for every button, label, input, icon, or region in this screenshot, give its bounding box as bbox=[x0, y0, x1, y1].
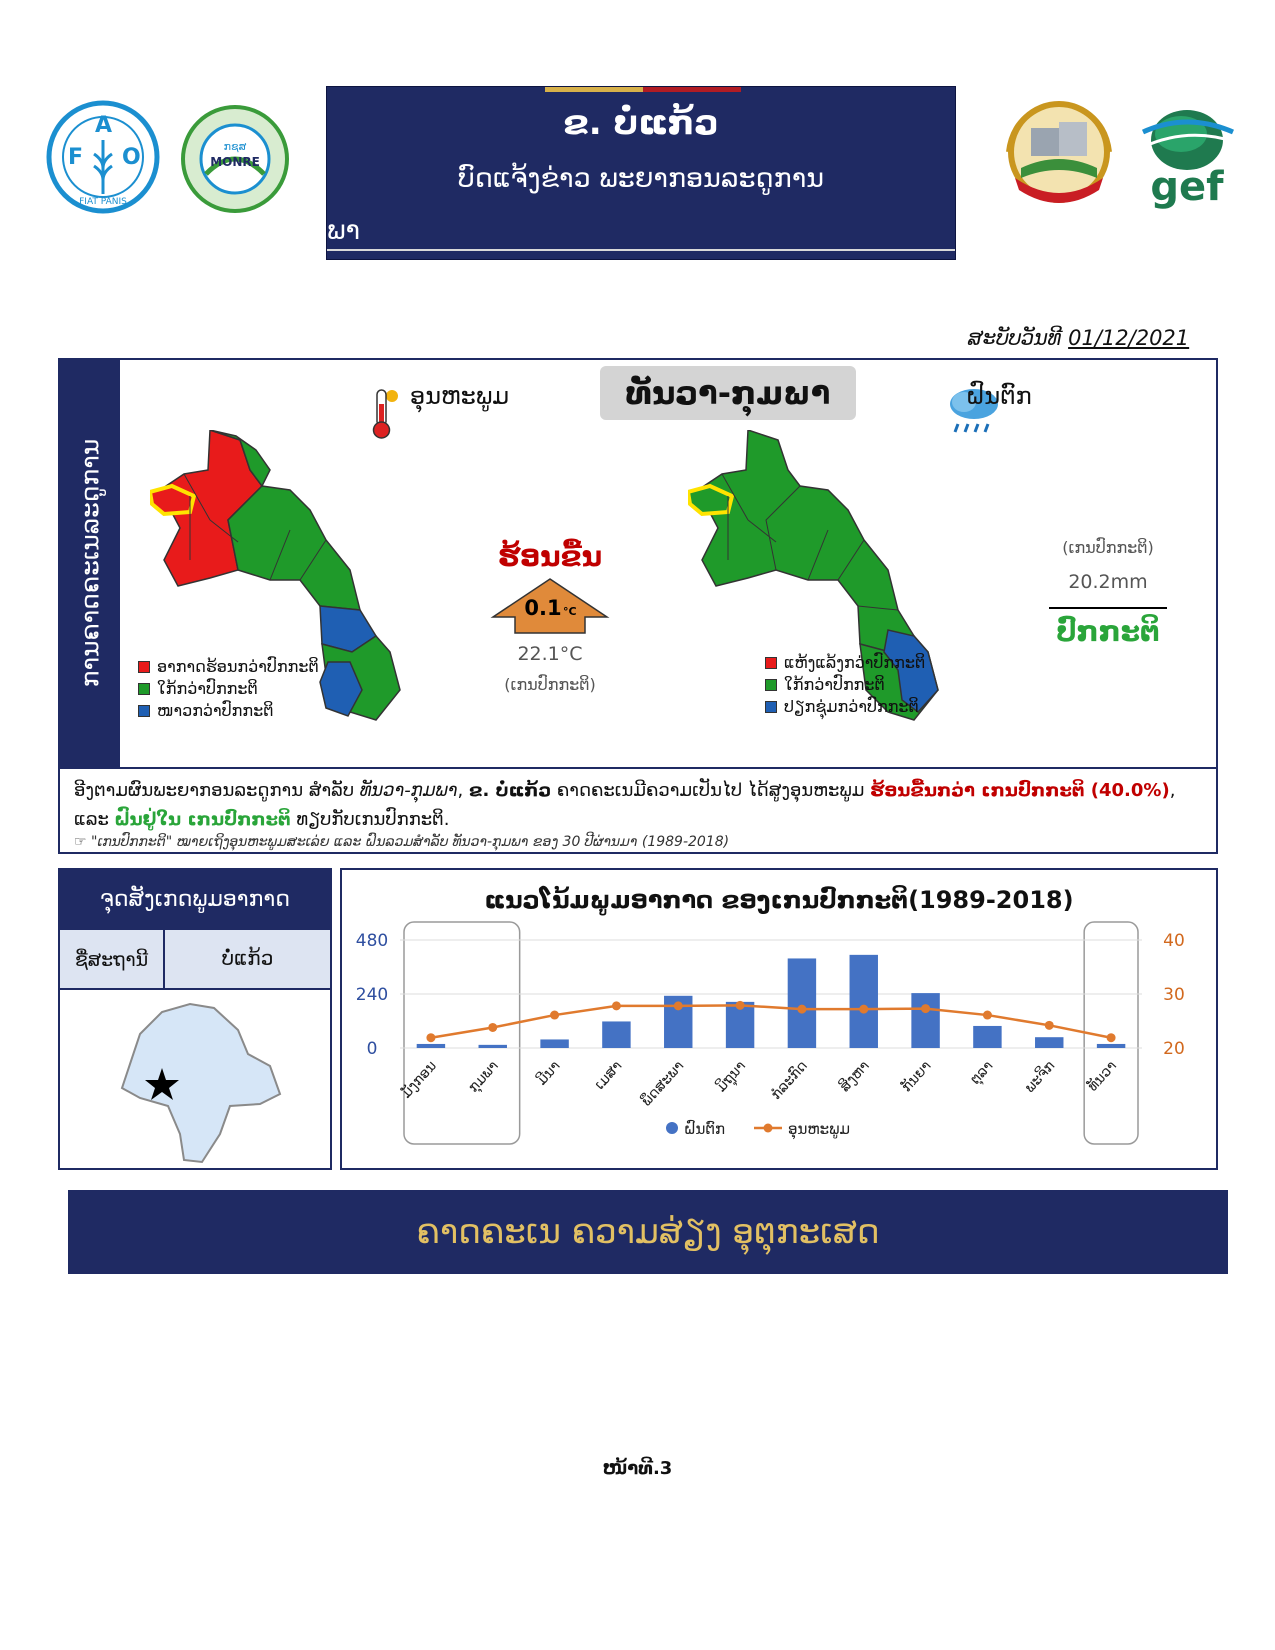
rainfall-bar bbox=[479, 1045, 507, 1048]
banner-stripe-red bbox=[643, 87, 741, 92]
banner-rule bbox=[327, 249, 955, 251]
legend-item-colder: ໜາວກວ່າປົກກະຕິ bbox=[138, 700, 319, 722]
forecast-body bbox=[120, 360, 1218, 767]
month-label: ມິຖຸນາ bbox=[713, 1057, 750, 1096]
temperature-point bbox=[488, 1023, 497, 1032]
outlook-banner bbox=[68, 1190, 1228, 1274]
fao-logo bbox=[44, 98, 162, 216]
issue-date-label: ສະບັບວັນທີ bbox=[968, 326, 1062, 350]
issue-date-value: 01/12/2021 bbox=[1068, 326, 1190, 350]
right-axis-tick: 30 bbox=[1163, 985, 1185, 1005]
summary-temperature-phrase: ຮ້ອນຂື້ນກວ່າ ເກນປົກກະຕິ (40.0%) bbox=[870, 780, 1170, 801]
chart-title: ແນວໂນ້ມພູມອາກາດ ຂອງເກນປົກກະຕິ(1989-2018) bbox=[484, 886, 1074, 914]
right-axis-tick: 20 bbox=[1163, 1039, 1185, 1059]
temperature-point bbox=[859, 1005, 868, 1014]
legend-temperature-label: ອຸນຫະພູມ bbox=[788, 1120, 850, 1138]
forecast-summary: ອີງຕາມຜົນພະຍາກອນລະດູການ ສຳລັບ ທັນວາ-ກຸມພາ, ຂ. ບໍ່ແກ້ວ ຄາດຄະເນມີຄວາມເປັນໄປ ໄດ້ສູງອຸນຫະພູມ ຮ້ອນຂື້ນກວ່າ ເກນປົກກະຕິ (40.0%), ແລະ ຝົນຢູ່ໃນ ເກນປົກກະຕິ ທຽບກັບເກນປົກກະຕິ. bbox=[74, 780, 1176, 830]
rainfall-bar bbox=[1097, 1044, 1125, 1048]
forecast-side-label: ການຄາດຄະເນລະດູການ bbox=[75, 438, 105, 688]
rainfall-bar bbox=[602, 1021, 630, 1048]
rainfall-bar bbox=[788, 958, 816, 1048]
legend-item-hotter: ອາກາດຮ້ອນກວ່າປົກກະຕິ bbox=[138, 656, 319, 678]
month-label: ມັງກອນ bbox=[398, 1057, 440, 1102]
temperature-heading: ອຸນຫະພູມ bbox=[410, 382, 510, 410]
rainfall-legend bbox=[765, 652, 925, 718]
legend-item-wetter: ປຽກຊຸ່ມກວ່າປົກກະຕິ bbox=[765, 696, 925, 718]
month-label: ສິງຫາ bbox=[837, 1057, 873, 1096]
temperature-line bbox=[431, 1005, 1111, 1037]
bulletin-title: ບົດແຈ້ງຂ່າວ ພະຍາກອນລະດູການ bbox=[457, 163, 825, 194]
left-axis-tick: 0 bbox=[366, 1039, 378, 1059]
forecast-footnote: ☞ "ເກນປົກກະຕິ" ໝາຍເຖິງອຸນຫະພູມສະເລ່ຍ ແລະ ຝົນລວມສຳລັບ ທັນວາ-ກຸມພາ ຂອງ 30 ປີຜ່ານມາ (1989-2018) bbox=[74, 834, 730, 850]
temperature-point bbox=[426, 1033, 435, 1042]
temperature-anomaly-unit: °C bbox=[563, 605, 577, 618]
temperature-normal-label: (ເກນປົກກະຕິ) bbox=[504, 675, 596, 694]
month-label: ພຶດສະພາ bbox=[638, 1057, 688, 1110]
station-name-value: ບໍ່ແກ້ວ bbox=[165, 930, 330, 990]
forecast-summary-area bbox=[60, 767, 1216, 852]
rainfall-heading: ຝົນຕົກ bbox=[966, 382, 1032, 410]
temperature-indicator bbox=[470, 540, 630, 710]
temperature-state: ຮ້ອນຂື້ນ bbox=[497, 540, 603, 573]
rainfall-bar bbox=[1035, 1037, 1063, 1048]
issue-date bbox=[968, 326, 1189, 350]
climatology-chart bbox=[340, 868, 1218, 1170]
rainfall-bar bbox=[973, 1026, 1001, 1048]
fao-letter: F bbox=[68, 145, 84, 170]
temperature-point bbox=[736, 1001, 745, 1010]
province-title: ຂ. ບໍ່ແກ້ວ bbox=[563, 103, 719, 143]
month-label: ພະຈິກ bbox=[1021, 1057, 1059, 1096]
banner-stripe-gold bbox=[545, 87, 643, 92]
month-label: ກຸມພາ bbox=[465, 1057, 502, 1096]
legend-temperature-marker bbox=[764, 1124, 773, 1133]
right-axis-tick: 40 bbox=[1163, 931, 1185, 951]
temperature-point bbox=[1107, 1033, 1116, 1042]
temperature-point bbox=[1045, 1021, 1054, 1030]
monre-acronym: MONRE bbox=[210, 155, 260, 169]
month-label: ທັນວາ bbox=[1084, 1057, 1121, 1095]
bulletin-title-wrap: ພາ bbox=[327, 215, 361, 246]
month-label: ເມສາ bbox=[591, 1057, 626, 1093]
fao-letter: O bbox=[122, 145, 141, 170]
temperature-point bbox=[983, 1011, 992, 1020]
forecast-panel bbox=[58, 358, 1218, 854]
station-location-map bbox=[110, 994, 290, 1168]
rainfall-indicator bbox=[1038, 538, 1178, 648]
monre-short: ກຊສ bbox=[223, 140, 247, 153]
season-label: ທັນວາ-ກຸມພາ bbox=[600, 366, 856, 420]
forecast-side-bar bbox=[60, 360, 120, 767]
station-panel bbox=[58, 868, 332, 1170]
temperature-point bbox=[612, 1001, 621, 1010]
temperature-point bbox=[921, 1004, 930, 1013]
month-label: ກັນຍາ bbox=[898, 1057, 935, 1096]
temperature-point bbox=[674, 1001, 683, 1010]
left-axis-tick: 480 bbox=[355, 931, 389, 951]
temperature-normal-value: 22.1°C bbox=[517, 643, 583, 665]
legend-rainfall-marker bbox=[666, 1122, 678, 1134]
temperature-anomaly-value: 0.1 bbox=[524, 596, 562, 620]
temperature-anomaly-arrow bbox=[487, 575, 613, 635]
temperature-legend bbox=[138, 656, 319, 722]
page-number: ໜ້າທີ.3 bbox=[602, 1458, 673, 1479]
rainfall-bar bbox=[911, 993, 939, 1048]
gef-logo bbox=[1133, 102, 1241, 212]
title-banner bbox=[326, 86, 956, 260]
rainfall-normal-label: (ເກນປົກກະຕິ) bbox=[1062, 538, 1154, 557]
legend-item-drier: ແຫ້ງແລ້ງກວ່າປົກກະຕິ bbox=[765, 652, 925, 674]
temperature-point bbox=[550, 1011, 559, 1020]
station-name-label: ຊື່ສະຖານີ bbox=[60, 930, 165, 990]
temperature-point bbox=[797, 1005, 806, 1014]
fao-motto: FIAT PANIS bbox=[79, 197, 127, 207]
left-axis-tick: 240 bbox=[355, 985, 389, 1005]
month-label: ມີນາ bbox=[533, 1057, 564, 1089]
rainfall-bar bbox=[540, 1039, 568, 1048]
outlook-title: ຄາດຄະເນ ຄວາມສ່ຽງ ອຸຕຸກະເສດ bbox=[416, 1212, 880, 1252]
gef-wordmark: gef bbox=[1150, 164, 1224, 210]
legend-item-near-normal: ໃກ້ກວ່າປົກກະຕິ bbox=[765, 674, 925, 696]
legend-item-near-normal: ໃກ້ກວ່າປົກກະຕິ bbox=[138, 678, 319, 700]
rainfall-state: ປົກກະຕິ bbox=[1056, 615, 1160, 648]
month-label: ກໍລະກົດ bbox=[768, 1057, 811, 1103]
rainfall-normal-value: 20.2mm bbox=[1068, 571, 1148, 593]
rainfall-bar bbox=[850, 955, 878, 1048]
month-label: ຕຸລາ bbox=[967, 1057, 997, 1088]
station-header: ຈຸດສັງເກດພູມອາກາດ bbox=[60, 870, 330, 930]
monre-logo bbox=[176, 104, 294, 214]
laos-emblem bbox=[995, 98, 1123, 210]
fao-letter: A bbox=[95, 113, 113, 138]
legend-rainfall-label: ຝົນຕົກ bbox=[684, 1120, 726, 1138]
rainfall-bar bbox=[417, 1044, 445, 1048]
summary-rainfall-phrase: ຝົນຢູ່ໃນ ເກນປົກກະຕິ bbox=[114, 809, 291, 830]
rainfall-divider bbox=[1049, 607, 1167, 609]
